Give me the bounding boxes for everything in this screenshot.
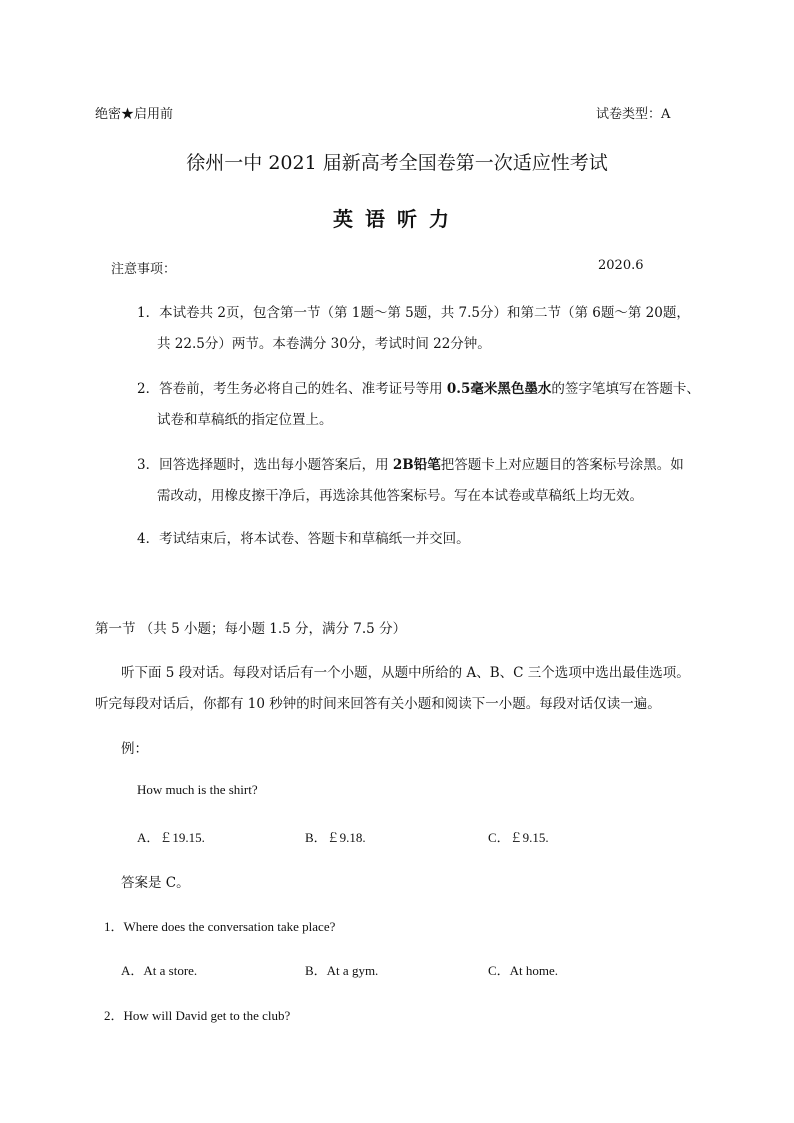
example-question: How much is the shirt? [137,782,258,797]
example-option-c: C．￡9.15. [488,830,549,845]
notice-item-2-line-1 [137,377,700,397]
example-answer: 答案是 C。 [121,875,190,891]
notice-item-3-emphasis: 2B铅笔 [392,457,441,473]
question-1-option-b: B．At a gym. [305,963,379,978]
section-1-instruction-line-1: 听下面 5 段对话。每段对话后有一个小题，从题中所给的 A、B、C 三个选项中选出最佳选项。 [121,665,690,681]
section-1-heading: 第一节 （共 5 小题；每小题 1.5 分，满分 7.5 分） [95,621,407,637]
example-option-b: B．￡9.18. [305,830,366,845]
notice-item-3-line-1 [137,453,684,473]
notice-item-2-text-end: 的签字笔填写在答题卡、 [551,381,700,397]
exam-date: 2020.6 [598,258,644,273]
notice-item-4: 4．考试结束后，将本试卷、答题卡和草稿纸一并交回。 [137,531,470,547]
exam-title: 徐州一中 2021 届新高考全国卷第一次适应性考试 [186,152,608,174]
question-2: 2．How will David get to the club? [104,1008,291,1023]
example-option-a: A．￡19.15. [137,830,205,845]
notice-item-2-line-2: 试卷和草稿纸的指定位置上。 [157,412,333,428]
notice-item-1-line-2: 共 22.5分）两节。本卷满分 30分，考试时间 22分钟。 [157,336,491,352]
notice-heading: 注意事项： [111,262,177,277]
notice-item-2-text: 2．答卷前，考生务必将自己的姓名、准考证号等用 [137,381,447,397]
notice-item-3-text-end: 把答题卡上对应题目的答案标号涂黑。如 [440,457,684,473]
question-1-option-c: C．At home. [488,963,559,978]
subject-title: 英语听力 [333,207,461,231]
notice-item-1-line-1: 1．本试卷共 2页，包含第一节（第 1题～第 5题，共 7.5分）和第二节（第 6题～第 20题， [137,305,690,321]
paper-type: 试卷类型：A [596,107,671,122]
question-1-option-a: A．At a store. [121,963,198,978]
question-1: 1．Where does the conversation take place? [104,919,336,934]
notice-item-3-line-2: 需改动，用橡皮擦干净后，再选涂其他答案标号。写在本试卷或草稿纸上均无效。 [157,488,643,504]
notice-item-3-text: 3．回答选择题时，选出每小题答案后，用 [137,457,393,473]
example-label: 例： [121,741,148,757]
confidential-mark: 绝密★启用前 [95,107,174,122]
notice-item-2-emphasis: 0.5毫米黑色墨水 [446,381,552,397]
section-1-instruction-line-2: 听完每段对话后，你都有 10 秒钟的时间来回答有关小题和阅读下一小题。每段对话仅读一遍。 [95,696,661,712]
